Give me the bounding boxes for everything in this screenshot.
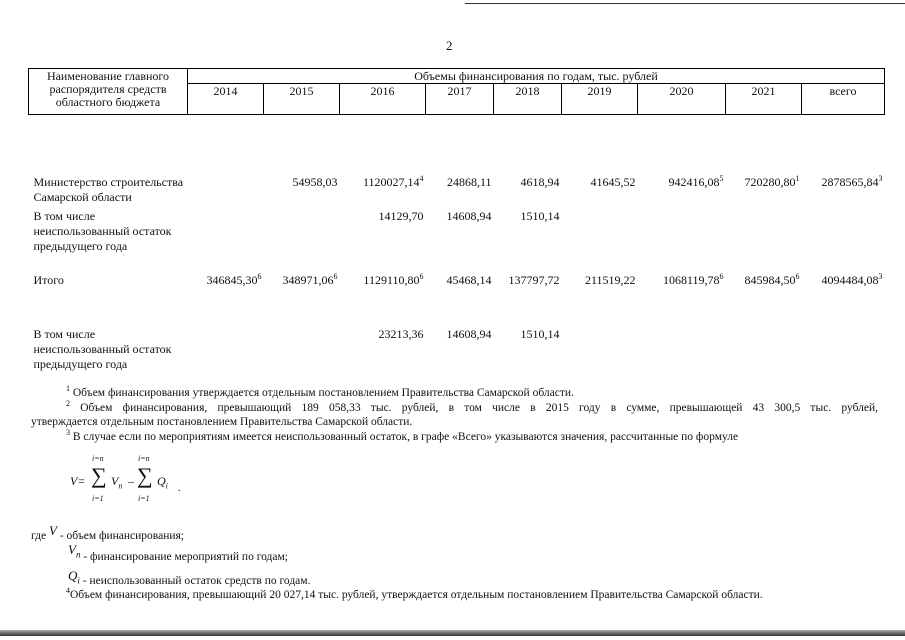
table-row (29, 269, 885, 323)
table-cell (726, 205, 802, 269)
formula-lower: i=1 (138, 494, 150, 503)
table-body (29, 115, 885, 394)
table-cell (264, 323, 340, 393)
table-cell (726, 115, 802, 206)
vn-description: - финансирование мероприятий по годам; (83, 551, 288, 563)
qi-symbol (68, 568, 80, 586)
table-row (29, 115, 885, 206)
footnote-1 (66, 386, 574, 400)
cell-value: 845984,50 (744, 273, 796, 287)
formula-dot: . (178, 480, 181, 494)
row-label: Министерство строительства Самарской области (33, 175, 184, 204)
table-cell (638, 269, 726, 323)
table-cell (494, 269, 562, 323)
cell-value: 1120027,14 (362, 175, 420, 189)
vn-letter: V (68, 542, 76, 557)
table-cell (562, 205, 638, 269)
table-cell (188, 205, 264, 269)
cell-value: 1510,14 (520, 327, 560, 341)
cell-footnote-mark: 5 (719, 174, 724, 183)
formula-upper: i=n (92, 454, 104, 463)
header-year: 2019 (562, 84, 638, 115)
formula-upper: i=n (138, 454, 150, 463)
cell-value: 14608,94 (446, 327, 492, 341)
table-row (29, 323, 885, 393)
cell-footnote-mark: 4 (419, 174, 424, 183)
table-cell (426, 323, 494, 393)
header-year: 2016 (340, 84, 426, 115)
table-cell (264, 115, 340, 206)
formula-term-symbol: Q (157, 474, 166, 488)
cell-footnote-mark: 6 (257, 272, 262, 281)
cell-footnote-mark: 3 (878, 272, 883, 281)
footnote-text: В случае если по мероприятиям имеется неиспользованный остаток, в графе «Всего» указываются значения, рассчитанные по формуле (72, 431, 739, 443)
table-row (29, 205, 885, 269)
row-label: В том числе неиспользованный остаток предыдущего года (33, 327, 172, 371)
footnote-4 (66, 588, 763, 602)
footnote-mark: 4 (66, 586, 70, 596)
formula-term (111, 474, 122, 490)
table-cell (802, 323, 885, 393)
scan-edge (0, 630, 905, 636)
header-year: 2015 (264, 84, 340, 115)
table-cell (638, 323, 726, 393)
table-cell (802, 205, 885, 269)
cell-footnote-mark: 6 (333, 272, 338, 281)
table-cell (426, 115, 494, 206)
table-cell (340, 115, 426, 206)
formula-lhs: V= (70, 474, 86, 488)
cell-value: 23213,36 (378, 327, 424, 341)
table-cell (494, 205, 562, 269)
sum-sign: ∑ (91, 463, 107, 488)
row-label: Итого (33, 273, 64, 287)
formula-minus: – (128, 474, 134, 488)
qi-letter: Q (68, 568, 78, 583)
formula-term-index: i (165, 481, 168, 491)
table-cell (188, 269, 264, 323)
footnote-mark: 1 (66, 384, 70, 394)
formula-term-index: n (118, 481, 123, 491)
footnote-mark: 2 (66, 399, 70, 409)
table-cell (638, 115, 726, 206)
footnote-mark: 3 (66, 428, 70, 438)
table-cell (726, 323, 802, 393)
cell-footnote-mark: 6 (719, 272, 724, 281)
formula (70, 452, 190, 507)
vn-line (68, 542, 288, 568)
vn-symbol (68, 542, 81, 560)
v-symbol: V (48, 523, 57, 538)
cell-value: 348971,06 (282, 273, 334, 287)
financing-table (28, 68, 885, 393)
footnote-2-line-1 (66, 401, 878, 415)
table-cell (188, 323, 264, 393)
table-cell (188, 115, 264, 206)
cell-value: 2878565,84 (821, 175, 879, 189)
footnote-text: Объем финансирования утверждается отдельным постановлением Правительства Самарской области. (72, 387, 574, 399)
footnote-text: Объем финансирования, превышающий 20 027,14 тыс. рублей, утверждается отдельным постановлением Правительства Самарской области. (70, 589, 763, 601)
cell-value: 24868,11 (446, 175, 492, 189)
where-prefix: где (31, 530, 47, 542)
header-total: всего (802, 84, 885, 115)
table-cell (562, 323, 638, 393)
cell-footnote-mark: 1 (795, 174, 800, 183)
table-cell (802, 269, 885, 323)
footnote-text: Объем финансирования, превышающий 189 058,33 тыс. рублей, в том числе в 2015 году в сумме, превышающей 43 300,5 тыс. рублей, (80, 402, 879, 414)
cell-value: 41645,52 (590, 175, 636, 189)
table-cell (802, 115, 885, 206)
header-year: 2020 (638, 84, 726, 115)
where-line (31, 523, 184, 543)
cell-value: 4618,94 (520, 175, 560, 189)
header-year: 2017 (426, 84, 494, 115)
footnote-3 (66, 430, 738, 444)
cell-footnote-mark: 3 (878, 174, 883, 183)
table-cell (264, 205, 340, 269)
table-cell (264, 269, 340, 323)
header-year: 2021 (726, 84, 802, 115)
header-year: 2014 (188, 84, 264, 115)
table-cell (494, 115, 562, 206)
cell-footnote-mark: 6 (795, 272, 800, 281)
table-cell (426, 205, 494, 269)
cell-value: 720280,80 (744, 175, 796, 189)
cell-footnote-mark: 6 (419, 272, 424, 281)
formula-lower: i=1 (92, 494, 104, 503)
qi-description: - неиспользованный остаток средств по годам. (82, 575, 311, 587)
footnote-2-line-2: утверждается отдельным постановлением Правительства Самарской области. (31, 416, 413, 428)
cell-value: 1510,14 (520, 209, 560, 223)
cell-value: 4094484,08 (821, 273, 879, 287)
v-description: - объем финансирования; (59, 530, 184, 542)
sum-sign: ∑ (137, 463, 153, 488)
cell-value: 14608,94 (446, 209, 492, 223)
table-cell (340, 269, 426, 323)
cell-value: 211519,22 (584, 273, 636, 287)
header-year: 2018 (494, 84, 562, 115)
cell-value: 942416,08 (668, 175, 720, 189)
table-cell (494, 323, 562, 393)
cell-value: 54958,03 (292, 175, 338, 189)
table-cell (562, 269, 638, 323)
table-cell (562, 115, 638, 206)
row-label: В том числе неиспользованный остаток предыдущего года (33, 209, 172, 253)
cell-value: 45468,14 (446, 273, 492, 287)
table-cell (340, 205, 426, 269)
table-cell (638, 205, 726, 269)
table-cell (726, 269, 802, 323)
table-cell (340, 323, 426, 393)
cell-value: 1068119,78 (662, 273, 720, 287)
header-name-cell: Наименование главного распорядителя средств областного бюджета (29, 69, 188, 115)
vn-index: n (75, 549, 81, 560)
top-rule (465, 3, 905, 4)
cell-value: 346845,30 (206, 273, 258, 287)
cell-value: 137797,72 (508, 273, 560, 287)
cell-value: 14129,70 (378, 209, 424, 223)
page-number: 2 (446, 38, 453, 53)
header-group-cell: Объемы финансирования по годам, тыс. рублей (188, 69, 885, 84)
qi-index: i (77, 575, 80, 586)
formula-term-symbol: V (111, 474, 119, 488)
formula-term (157, 474, 168, 490)
cell-value: 1129110,80 (363, 273, 420, 287)
table-cell (426, 269, 494, 323)
